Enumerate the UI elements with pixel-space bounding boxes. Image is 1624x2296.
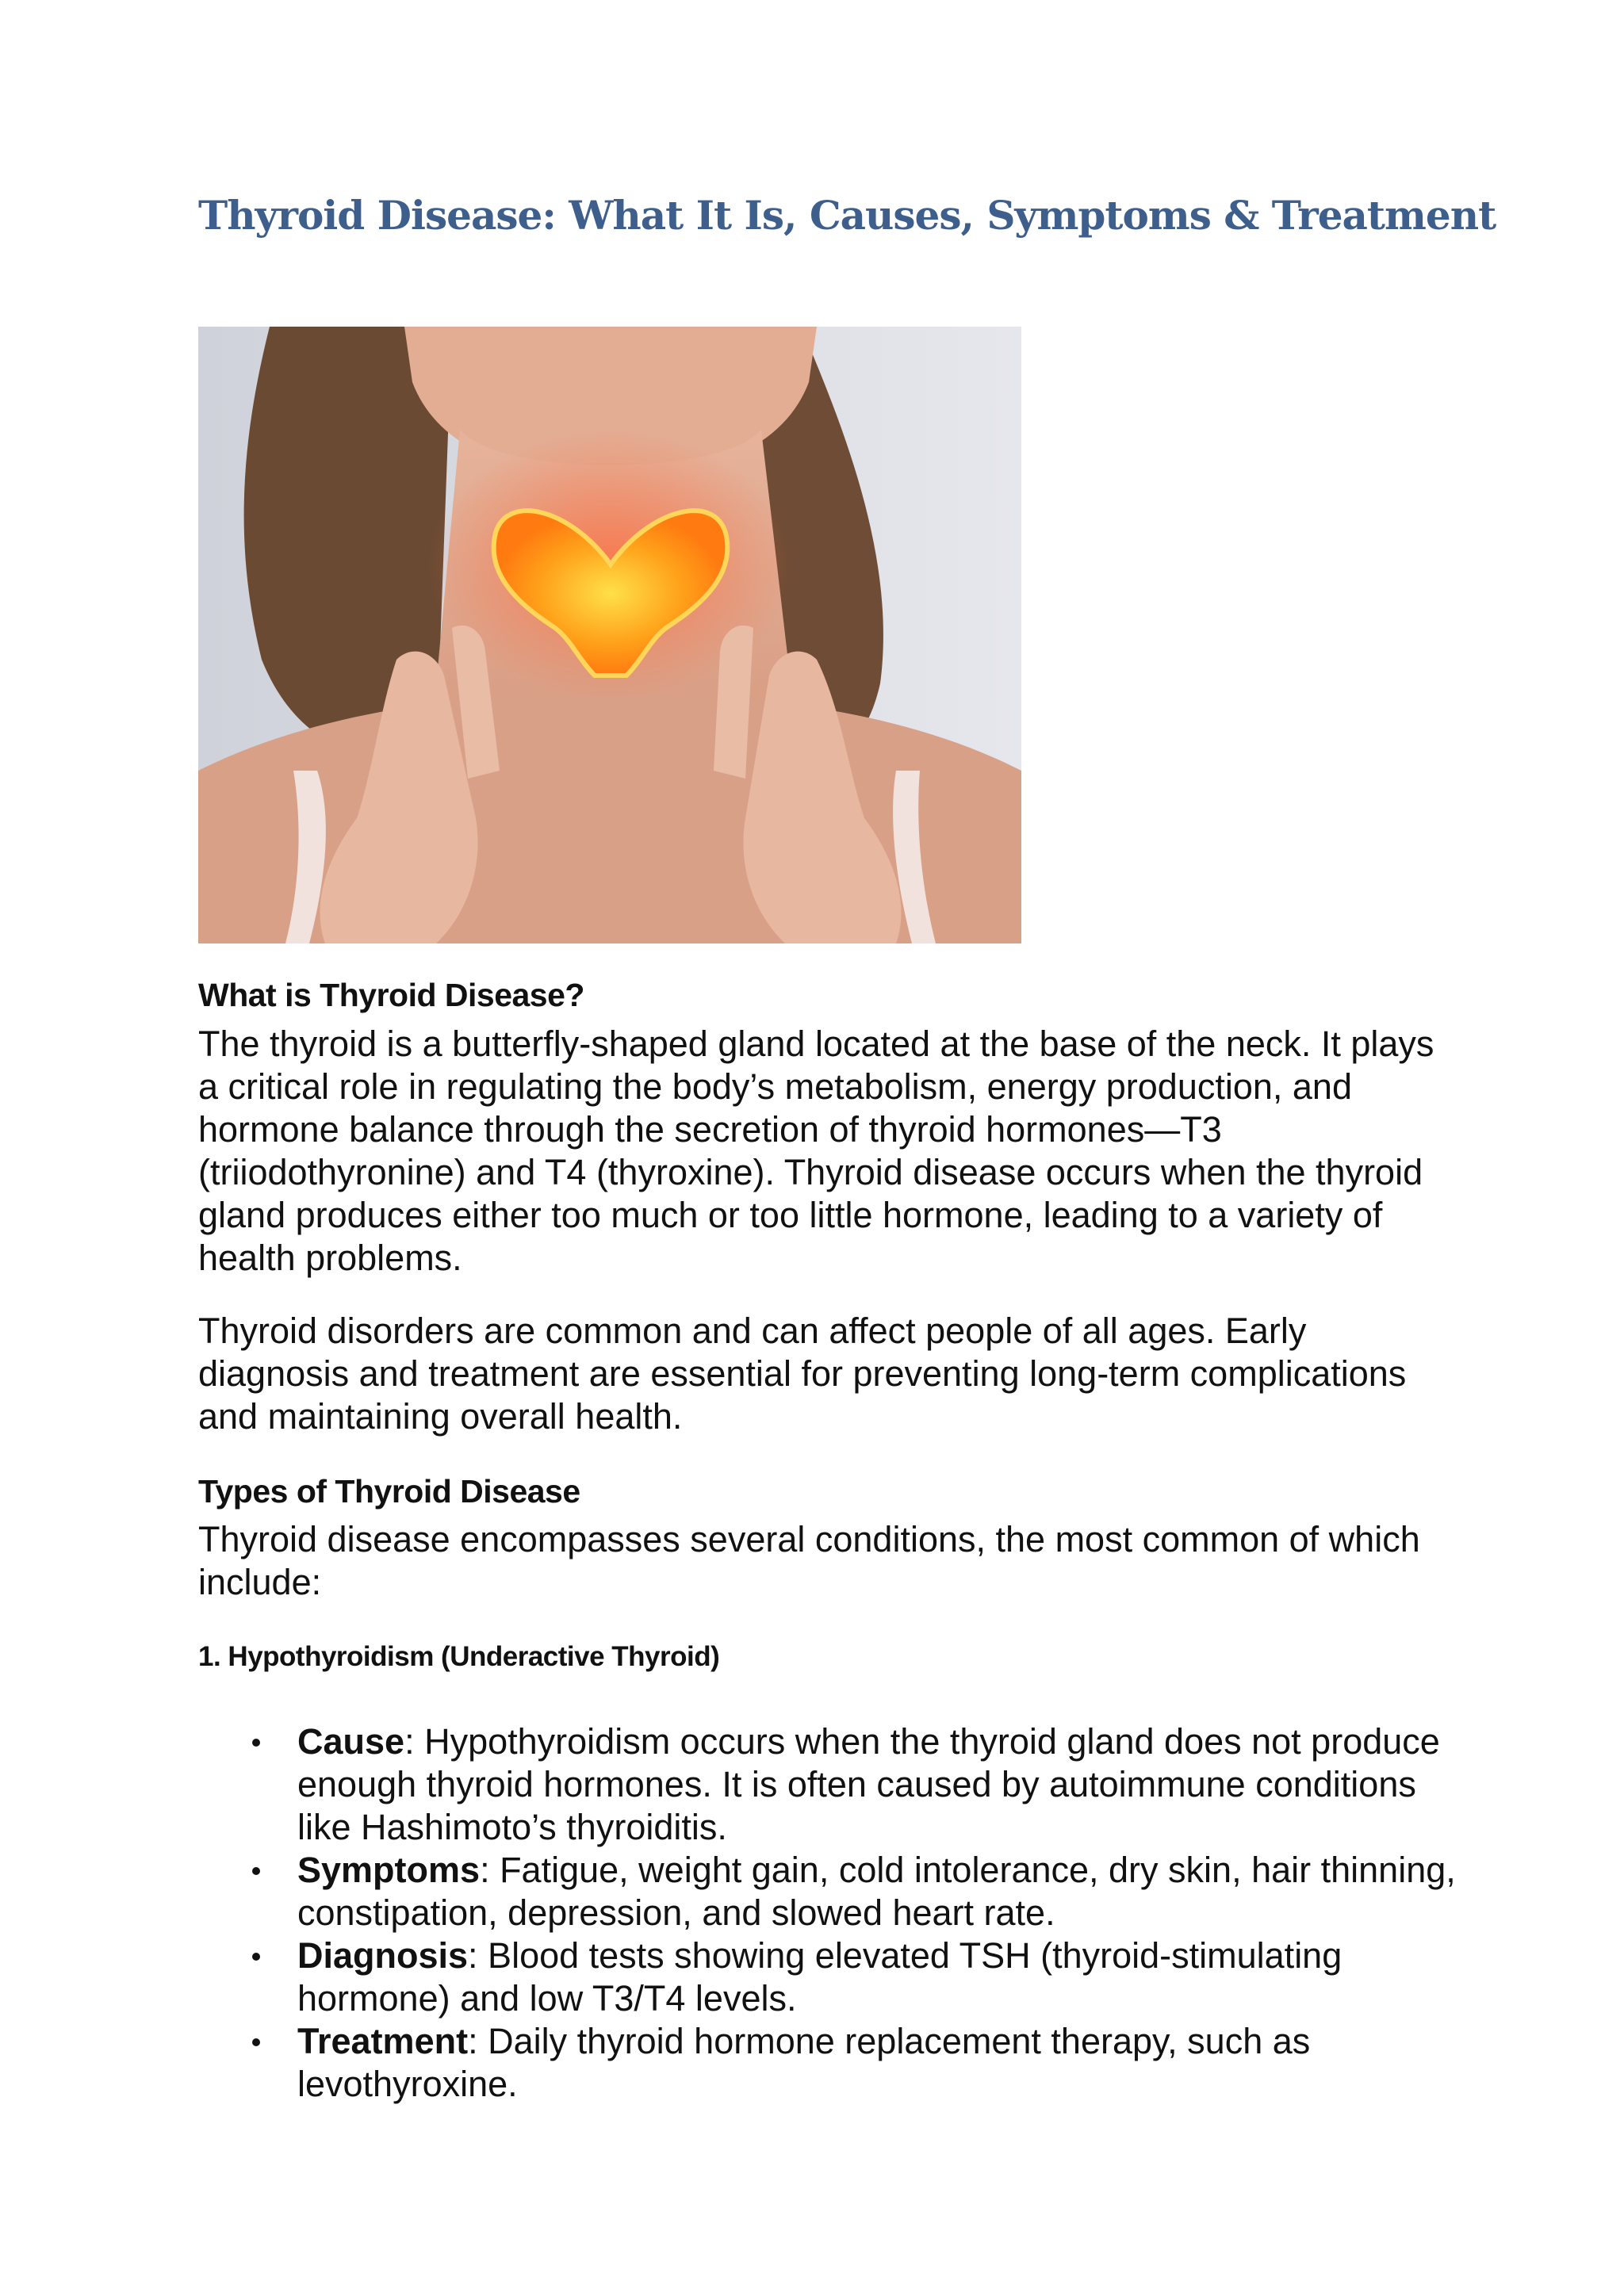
section-heading-types: Types of Thyroid Disease <box>198 1473 580 1510</box>
bullet-text: : Blood tests showing elevated TSH (thyroid-stimulating hormone) and low T3/T4 levels. <box>297 1935 1342 2019</box>
bullet-label: Cause <box>297 1721 405 1762</box>
bullet-label: Diagnosis <box>297 1935 469 1976</box>
bullet-text: : Daily thyroid hormone replacement therapy, such as levothyroxine. <box>297 2021 1311 2104</box>
page-title: Thyroid Disease: What It Is, Causes, Symptoms & Treatment <box>198 192 1496 239</box>
bullet-dot-icon <box>252 1953 260 1961</box>
bullet-text: : Hypothyroidism occurs when the thyroid gland does not produce enough thyroid hormones. It is often caused by autoimmune conditions like Hashimoto’s thyroiditis. <box>297 1721 1440 1847</box>
list-item <box>198 1934 1467 2020</box>
section-heading-what-is: What is Thyroid Disease? <box>198 977 584 1013</box>
paragraph-types-intro: Thyroid disease encompasses several conditions, the most common of which include: <box>198 1519 1420 1602</box>
paragraph-what-is-1: The thyroid is a butterfly-shaped gland located at the base of the neck. It plays a critical role in regulating the body’s metabolism, energy production, and hormone balance through the secretion of thyroid hormones—T3 (triiodothyronine) and T4 (thyroxine). Thyroid disease occurs when the thyroid gland produces either too much or too little hormone, leading to a variety of health problems. <box>198 1024 1434 1278</box>
list-item <box>198 1849 1467 1934</box>
subheading-hypothyroidism: 1. Hypothyroidism (Underactive Thyroid) <box>198 1641 720 1672</box>
bullet-text: : Fatigue, weight gain, cold intolerance, dry skin, hair thinning, constipation, depression, and slowed heart rate. <box>297 1850 1456 1933</box>
paragraph-what-is-2: Thyroid disorders are common and can affect people of all ages. Early diagnosis and treatment are essential for preventing long-term complications and maintaining overall health. <box>198 1311 1407 1437</box>
thyroid-glow-photo-icon <box>198 327 1021 943</box>
bullet-dot-icon <box>252 2038 260 2046</box>
list-item <box>198 1720 1467 1849</box>
bullet-dot-icon <box>252 1739 260 1747</box>
bullet-label: Treatment <box>297 2021 469 2061</box>
list-item <box>198 2020 1467 2106</box>
bullet-dot-icon <box>252 1867 260 1875</box>
hypothyroidism-list <box>198 1720 1467 2106</box>
hero-image <box>198 327 1021 943</box>
bullet-label: Symptoms <box>297 1850 481 1890</box>
